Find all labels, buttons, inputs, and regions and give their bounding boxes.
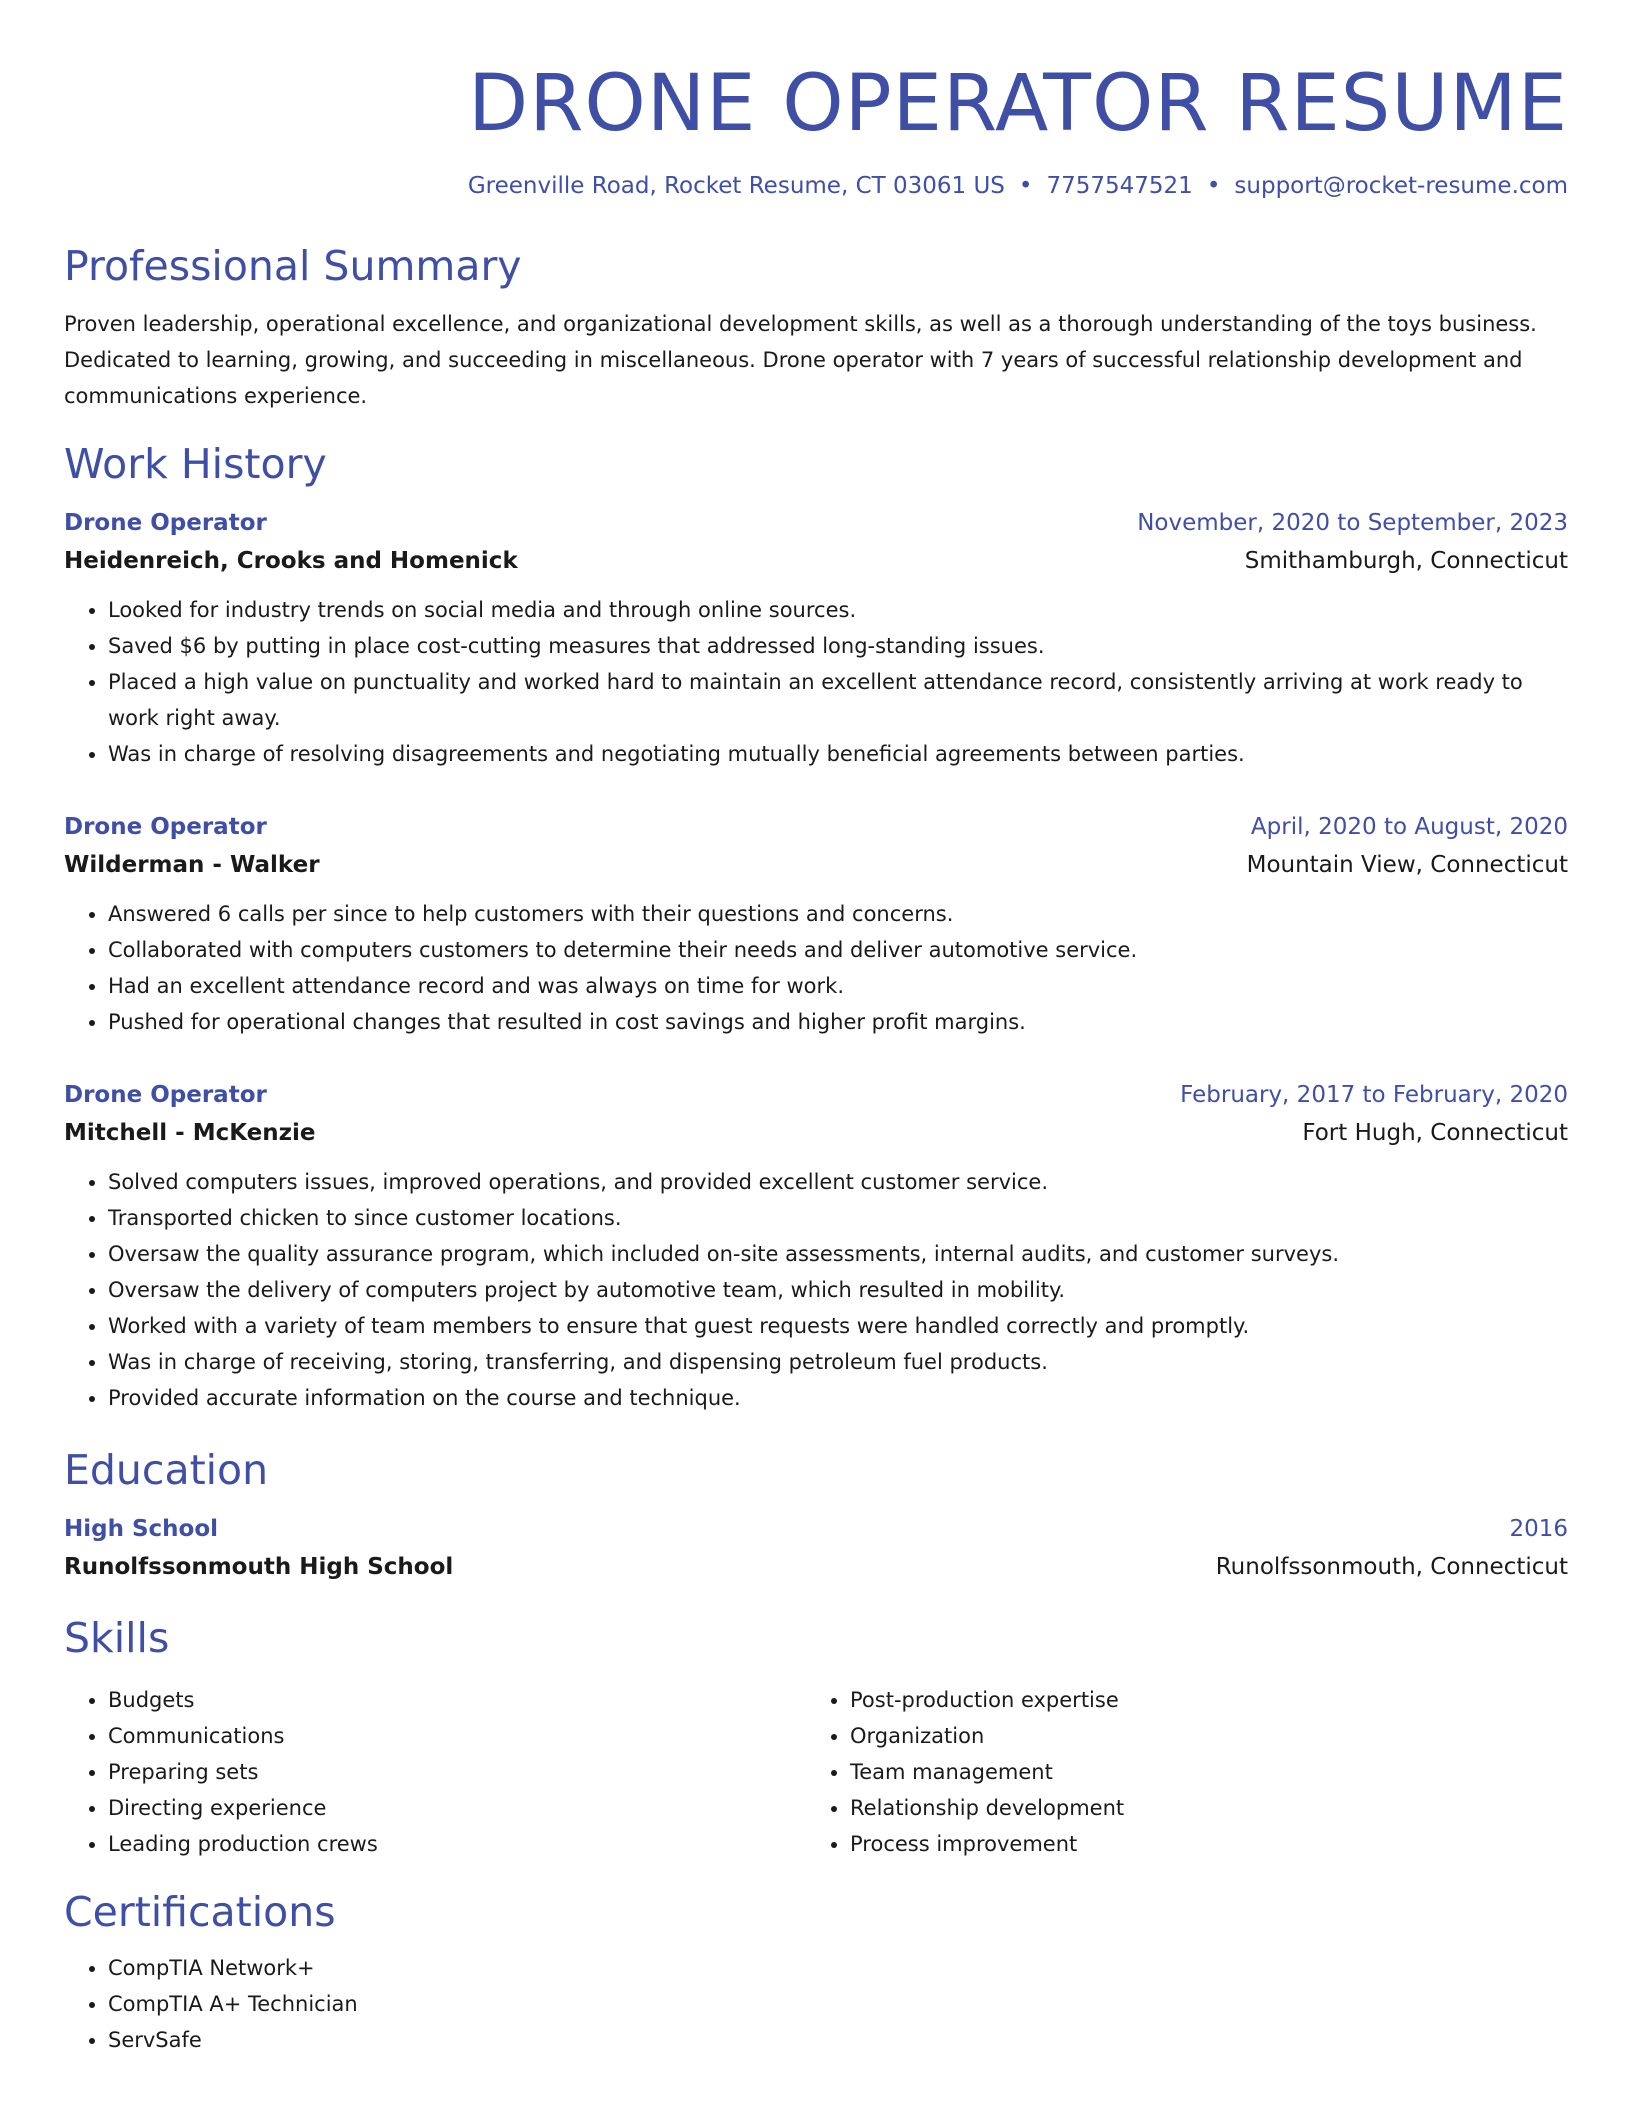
list-item: • Collaborated with computers customers to determine their needs and deliver automotive service. [108,932,1568,968]
education-degree: High School [64,1516,219,1542]
education-location: Runolfssonmouth, Connecticut [1215,1554,1568,1580]
list-item: • Relationship development [850,1790,1548,1826]
list-item: • Process improvement [850,1826,1548,1862]
contact-email: support@rocket-resume.com [1234,173,1568,199]
job-location: Mountain View, Connecticut [1246,852,1568,878]
contact-separator: • [1206,173,1221,199]
education-school: Runolfssonmouth High School [64,1554,454,1580]
list-item: • Organization [850,1718,1548,1754]
job-dates: April, 2020 to August, 2020 [1250,814,1568,840]
job-dates: November, 2020 to September, 2023 [1137,510,1568,536]
summary-heading: Professional Summary [64,242,522,290]
job-bullets [64,592,1568,772]
education-entry [64,1510,1568,1586]
job-company: Wilderman - Walker [64,852,320,878]
job-entry [64,504,1568,772]
list-item: • CompTIA Network+ [108,1950,1568,1986]
list-item: • Was in charge of receiving, storing, transferring, and dispensing petroleum fuel products. [108,1344,1568,1380]
summary-text: Proven leadership, operational excellence, and organizational development skills, as well as a thorough understanding of the toys business. Dedicated to learning, growing, and succeeding in miscellaneous. Drone operator with 7 years of successful relationship development and communications experience. [64,312,1537,408]
list-item: • Preparing sets [108,1754,806,1790]
list-item: • Looked for industry trends on social media and through online sources. [108,592,1568,628]
skills-columns [64,1670,1568,1862]
job-location: Smithamburgh, Connecticut [1244,548,1568,574]
list-item: • Transported chicken to since customer locations. [108,1200,1568,1236]
certifications-heading: Certifications [64,1888,336,1936]
contact-phone: 7757547521 [1046,173,1193,199]
job-entry [64,808,1568,1040]
list-item: • Pushed for operational changes that resulted in cost savings and higher profit margins. [108,1004,1568,1040]
list-item: • Was in charge of resolving disagreements and negotiating mutually beneficial agreements between parties. [108,736,1568,772]
list-item: • Oversaw the delivery of computers project by automotive team, which resulted in mobility. [108,1272,1568,1308]
contact-address: Greenville Road, Rocket Resume, CT 03061 US [467,173,1005,199]
list-item: • Leading production crews [108,1826,806,1862]
job-bullets [64,1164,1568,1416]
list-item: • Team management [850,1754,1548,1790]
skills-list-right [806,1682,1548,1862]
resume-page [64,0,1568,2058]
list-item: • Oversaw the quality assurance program, which included on-site assessments, internal audits, and customer surveys. [108,1236,1568,1272]
job-company: Heidenreich, Crooks and Homenick [64,548,518,574]
job-dates: February, 2017 to February, 2020 [1180,1082,1568,1108]
skills-list-left [64,1682,806,1862]
job-entry [64,1076,1568,1416]
job-role: Drone Operator [64,510,267,536]
contact-separator: • [1018,173,1033,199]
list-item: • Answered 6 calls per since to help customers with their questions and concerns. [108,896,1568,932]
list-item: • Placed a high value on punctuality and worked hard to maintain an excellent attendance record, consistently arriving at work ready to work right away. [108,664,1568,736]
list-item: • CompTIA A+ Technician [108,1986,1568,2022]
list-item: • Saved $6 by putting in place cost-cutting measures that addressed long-standing issues. [108,628,1568,664]
resume-title: DRONE OPERATOR RESUME [468,59,1568,149]
education-year: 2016 [1509,1516,1568,1542]
certifications-list [64,1950,1568,2058]
list-item: • Had an excellent attendance record and was always on time for work. [108,968,1568,1004]
job-company: Mitchell - McKenzie [64,1120,316,1146]
skills-heading: Skills [64,1614,170,1662]
list-item: • Directing experience [108,1790,806,1826]
education-heading: Education [64,1446,269,1494]
list-item: • Provided accurate information on the course and technique. [108,1380,1568,1416]
job-role: Drone Operator [64,1082,267,1108]
list-item: • Communications [108,1718,806,1754]
job-bullets [64,896,1568,1040]
list-item: • Budgets [108,1682,806,1718]
list-item: • ServSafe [108,2022,1568,2058]
contact-line [64,170,1568,202]
job-role: Drone Operator [64,814,267,840]
list-item: • Solved computers issues, improved operations, and provided excellent customer service. [108,1164,1568,1200]
list-item: • Post-production expertise [850,1682,1548,1718]
job-location: Fort Hugh, Connecticut [1302,1120,1568,1146]
list-item: • Worked with a variety of team members to ensure that guest requests were handled correctly and promptly. [108,1308,1568,1344]
work-history-heading: Work History [64,440,327,488]
